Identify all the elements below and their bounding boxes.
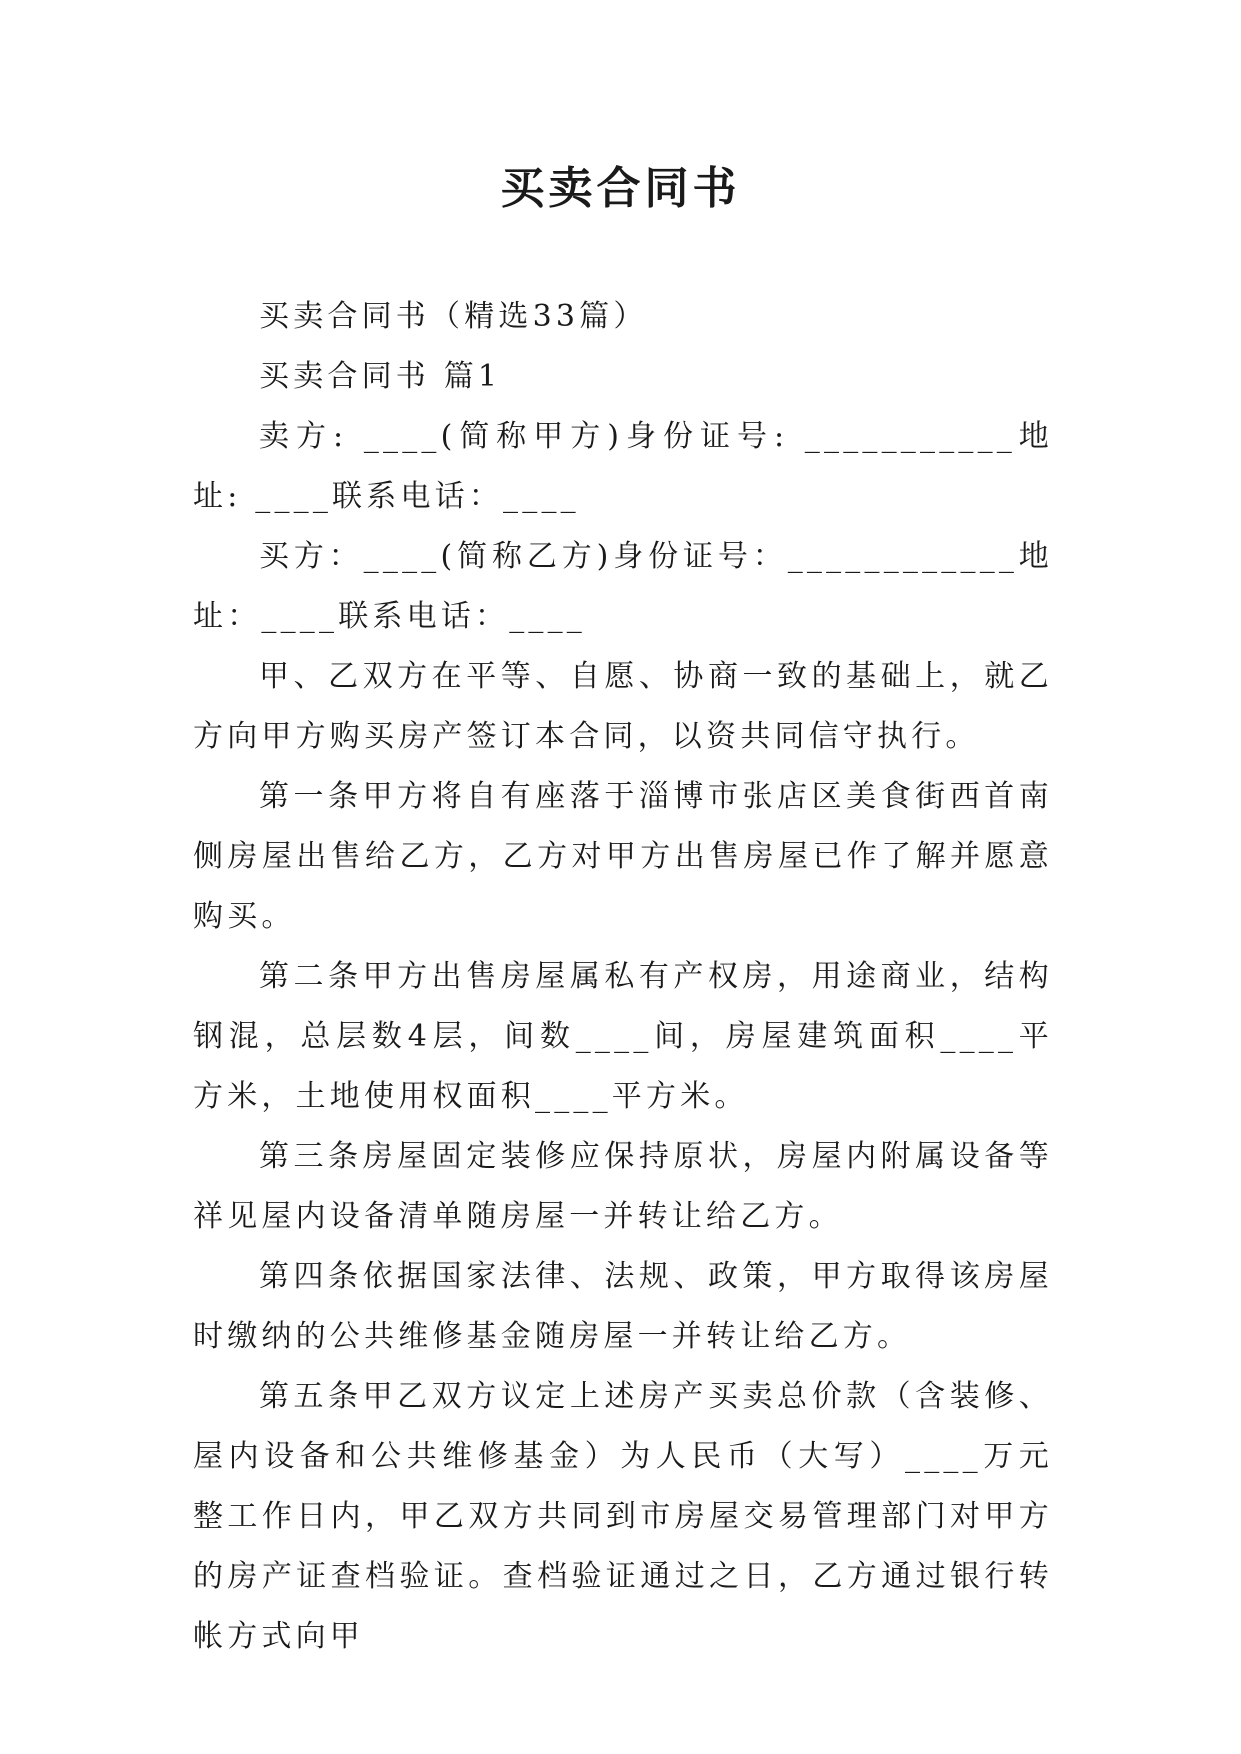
paragraph-clause-4: 第四条依据国家法律、法规、政策，甲方取得该房屋时缴纳的公共维修基金随房屋一并转让给乙方。	[193, 1259, 1053, 1354]
document-body	[193, 287, 1053, 1667]
paragraph-clause-5: 第五条甲乙双方议定上述房产买卖总价款（含装修、屋内设备和公共维修基金）为人民币（大写）____万元整工作日内，甲乙双方共同到市房屋交易管理部门对甲方的房产证查档验证。查档验证通过之日，乙方通过银行转帐方式向甲	[193, 1379, 1053, 1654]
document-title: 买卖合同书	[500, 163, 741, 214]
paragraph-buyer-info: 买方：____(简称乙方)身份证号：____________地址：____联系电话：____	[193, 539, 1053, 634]
paragraph-clause-3: 第三条房屋固定装修应保持原状，房屋内附属设备等祥见屋内设备清单随房屋一并转让给乙方。	[193, 1139, 1053, 1234]
paragraph-preamble: 甲、乙双方在平等、自愿、协商一致的基础上，就乙方向甲方购买房产签订本合同，以资共同信守执行。	[193, 659, 1053, 754]
paragraph-clause-1: 第一条甲方将自有座落于淄博市张店区美食街西首南侧房屋出售给乙方，乙方对甲方出售房屋已作了解并愿意购买。	[193, 779, 1053, 934]
paragraph-heading-article-1: 买卖合同书 篇1	[259, 359, 502, 394]
paragraph-heading-collection: 买卖合同书（精选33篇）	[259, 299, 648, 334]
paragraph-seller-info: 卖方: ____(简称甲方)身份证号: ___________地址: ____联系电话：____	[193, 419, 1053, 514]
paragraph-clause-2: 第二条甲方出售房屋属私有产权房，用途商业，结构钢混，总层数4层，间数____间，房屋建筑面积____平方米，土地使用权面积____平方米。	[193, 959, 1053, 1114]
